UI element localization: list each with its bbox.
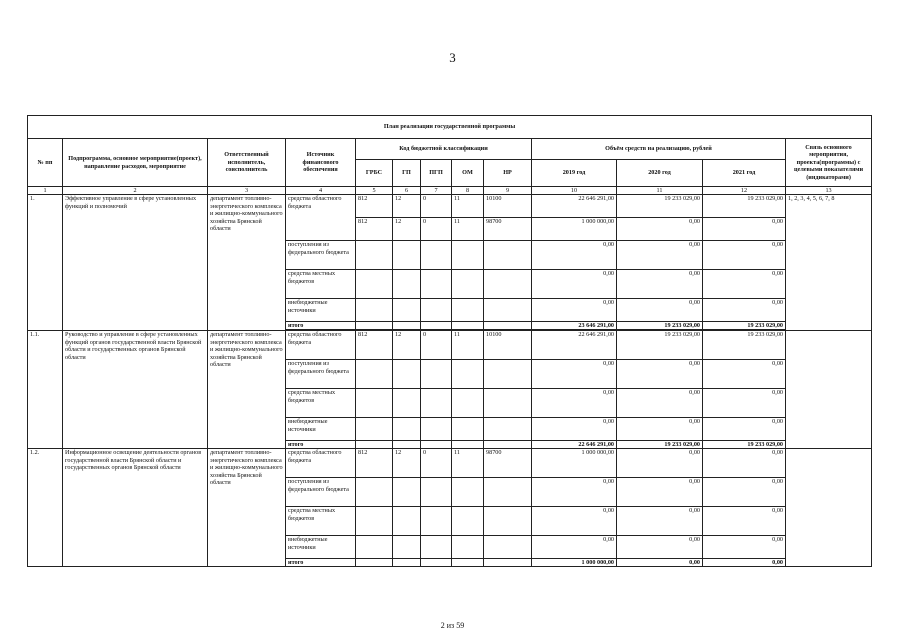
table-row	[28, 331, 872, 360]
cell-2020: 19 233 029,00	[617, 195, 703, 218]
cell-2020: 0,00	[617, 418, 703, 441]
cell-2019: 23 646 291,00	[532, 322, 617, 330]
cell-om: 11	[452, 195, 484, 218]
col-index: 5	[356, 187, 393, 195]
col-index: 13	[786, 187, 872, 195]
source-total: итого	[286, 322, 356, 330]
cell-2019: 0,00	[532, 536, 617, 559]
cell-2020: 0,00	[617, 449, 703, 478]
source-regional: средства областного бюджета	[286, 449, 356, 478]
cell-2019: 0,00	[532, 418, 617, 441]
cell-2021: 0,00	[703, 507, 786, 536]
cell-2021: 0,00	[703, 478, 786, 507]
cell-grbs: 812	[356, 218, 393, 241]
header-pgp: ПГП	[421, 160, 452, 187]
source-extra: внебюджетные источники	[286, 418, 356, 441]
header-grbs: ГРБС	[356, 160, 393, 187]
cell-2020: 0,00	[617, 360, 703, 389]
col-index: 9	[484, 187, 532, 195]
cell-om: 11	[452, 449, 484, 478]
cell-grbs: 812	[356, 331, 393, 360]
column-index-row	[28, 187, 872, 195]
cell-2021: 19 233 029,00	[703, 195, 786, 218]
source-federal: поступления из федерального бюджета	[286, 360, 356, 389]
cell-np: 98700	[484, 449, 532, 478]
col-index: 11	[617, 187, 703, 195]
source-total: итого	[286, 559, 356, 567]
table-title: План реализации государственной программы	[28, 116, 872, 139]
header-2021: 2021 год	[703, 160, 786, 187]
source-extra: внебюджетные источники	[286, 536, 356, 559]
cell-np: 98700	[484, 218, 532, 241]
source-federal: поступления из федерального бюджета	[286, 478, 356, 507]
col-index: 1	[28, 187, 63, 195]
row-num: 1.1.	[28, 331, 63, 449]
col-index: 7	[421, 187, 452, 195]
cell-pgp: 0	[421, 449, 452, 478]
cell-2021: 0,00	[703, 418, 786, 441]
cell-grbs: 812	[356, 449, 393, 478]
page-number: 3	[449, 50, 456, 65]
row-num: 1.	[28, 195, 63, 331]
cell-2020: 19 233 029,00	[617, 441, 703, 449]
cell-np: 10100	[484, 195, 532, 218]
header-gp: ГП	[393, 160, 421, 187]
cell-gp: 12	[393, 449, 421, 478]
col-index: 10	[532, 187, 617, 195]
row-link: 1, 2, 3, 4, 5, 6, 7, 8	[786, 195, 872, 331]
cell-2021: 0,00	[703, 559, 786, 567]
row-name: Информационное освещение деятельности органов государственной власти Брянской области и государственных органов Брянской области	[63, 449, 208, 567]
cell-2020: 0,00	[617, 536, 703, 559]
row-executor: департамент топливно-энергетического комплекса и жилищно-коммунального хозяйства Брянской области	[208, 195, 286, 331]
header-subprogram: Подпрограмма, основное мероприятие(проект), направление расходов, мероприятие	[63, 139, 208, 187]
cell-2021: 0,00	[703, 270, 786, 299]
cell-2019: 0,00	[532, 389, 617, 418]
cell-2021: 0,00	[703, 449, 786, 478]
header-om: ОМ	[452, 160, 484, 187]
cell-2019: 0,00	[532, 507, 617, 536]
cell-2020: 0,00	[617, 559, 703, 567]
col-index: 4	[286, 187, 356, 195]
cell-2019: 0,00	[532, 360, 617, 389]
row-link	[786, 449, 872, 567]
cell-2021: 0,00	[703, 299, 786, 322]
cell-2021: 0,00	[703, 360, 786, 389]
header-budget-code: Код бюджетной классификации	[356, 139, 532, 160]
source-local: средства местных бюджетов	[286, 389, 356, 418]
source-regional: средства областного бюджета	[286, 331, 356, 360]
source-local: средства местных бюджетов	[286, 270, 356, 299]
cell-2020: 0,00	[617, 299, 703, 322]
header-source: Источник финансового обеспечения	[286, 139, 356, 187]
cell-2020: 0,00	[617, 507, 703, 536]
cell-2019: 22 646 291,00	[532, 195, 617, 218]
cell-2021: 0,00	[703, 241, 786, 270]
cell-2021: 0,00	[703, 389, 786, 418]
col-index: 3	[208, 187, 286, 195]
cell-2019: 1 000 000,00	[532, 559, 617, 567]
cell-2019: 22 646 291,00	[532, 331, 617, 360]
cell-2019: 22 646 291,00	[532, 441, 617, 449]
cell-gp: 12	[393, 218, 421, 241]
cell-2020: 0,00	[617, 218, 703, 241]
cell-2021: 0,00	[703, 536, 786, 559]
page-footer: 2 из 59	[440, 621, 465, 630]
header-num: № пп	[28, 139, 63, 187]
cell-gp: 12	[393, 331, 421, 360]
table-row	[28, 449, 872, 478]
cell-2020: 0,00	[617, 270, 703, 299]
cell-pgp: 0	[421, 218, 452, 241]
row-executor: департамент топливно-энергетического комплекса и жилищно-коммунального хозяйства Брянской области	[208, 331, 286, 449]
cell-np: 10100	[484, 331, 532, 360]
cell-2020: 19 233 029,00	[617, 331, 703, 360]
header-link: Связь основного мероприятия, проекта(программы) с целевыми показателями (индикаторами)	[786, 139, 872, 187]
cell-2021: 0,00	[703, 218, 786, 241]
header-executor: Ответственный исполнитель, соисполнитель	[208, 139, 286, 187]
cell-grbs: 812	[356, 195, 393, 218]
cell-2020: 19 233 029,00	[617, 322, 703, 330]
source-federal: поступления из федерального бюджета	[286, 241, 356, 270]
header-volume: Объём средств на реализацию, рублей	[532, 139, 786, 160]
header-2019: 2019 год	[532, 160, 617, 187]
col-index: 8	[452, 187, 484, 195]
row-name: Эффективное управление в сфере установленных функций и полномочий	[63, 195, 208, 331]
col-index: 6	[393, 187, 421, 195]
cell-om: 11	[452, 218, 484, 241]
cell-2021: 19 233 029,00	[703, 331, 786, 360]
cell-2019: 0,00	[532, 241, 617, 270]
cell-2021: 19 233 029,00	[703, 441, 786, 449]
cell-2020: 0,00	[617, 478, 703, 507]
source-total: итого	[286, 441, 356, 449]
cell-2021: 19 233 029,00	[703, 322, 786, 330]
col-index: 2	[63, 187, 208, 195]
row-link	[786, 331, 872, 449]
cell-pgp: 0	[421, 331, 452, 360]
row-executor: департамент топливно-энергетического комплекса и жилищно-коммунального хозяйства Брянской области	[208, 449, 286, 567]
cell-2019: 0,00	[532, 270, 617, 299]
cell-gp: 12	[393, 195, 421, 218]
source-regional: средства областного бюджета	[286, 195, 356, 241]
table-row	[28, 195, 872, 218]
cell-2019: 0,00	[532, 478, 617, 507]
cell-2020: 0,00	[617, 241, 703, 270]
source-local: средства местных бюджетов	[286, 507, 356, 536]
cell-om: 11	[452, 331, 484, 360]
header-2020: 2020 год	[617, 160, 703, 187]
header-np: НР	[484, 160, 532, 187]
program-plan-table	[27, 115, 872, 567]
cell-pgp: 0	[421, 195, 452, 218]
cell-2019: 1 000 000,00	[532, 449, 617, 478]
cell-2019: 0,00	[532, 299, 617, 322]
cell-2020: 0,00	[617, 389, 703, 418]
col-index: 12	[703, 187, 786, 195]
row-name: Руководство и управление в сфере установленных функций органов государственной власти Брянской области и государственных органов Брянской области	[63, 331, 208, 449]
cell-2019: 1 000 000,00	[532, 218, 617, 241]
source-extra: внебюджетные источники	[286, 299, 356, 322]
row-num: 1.2.	[28, 449, 63, 567]
